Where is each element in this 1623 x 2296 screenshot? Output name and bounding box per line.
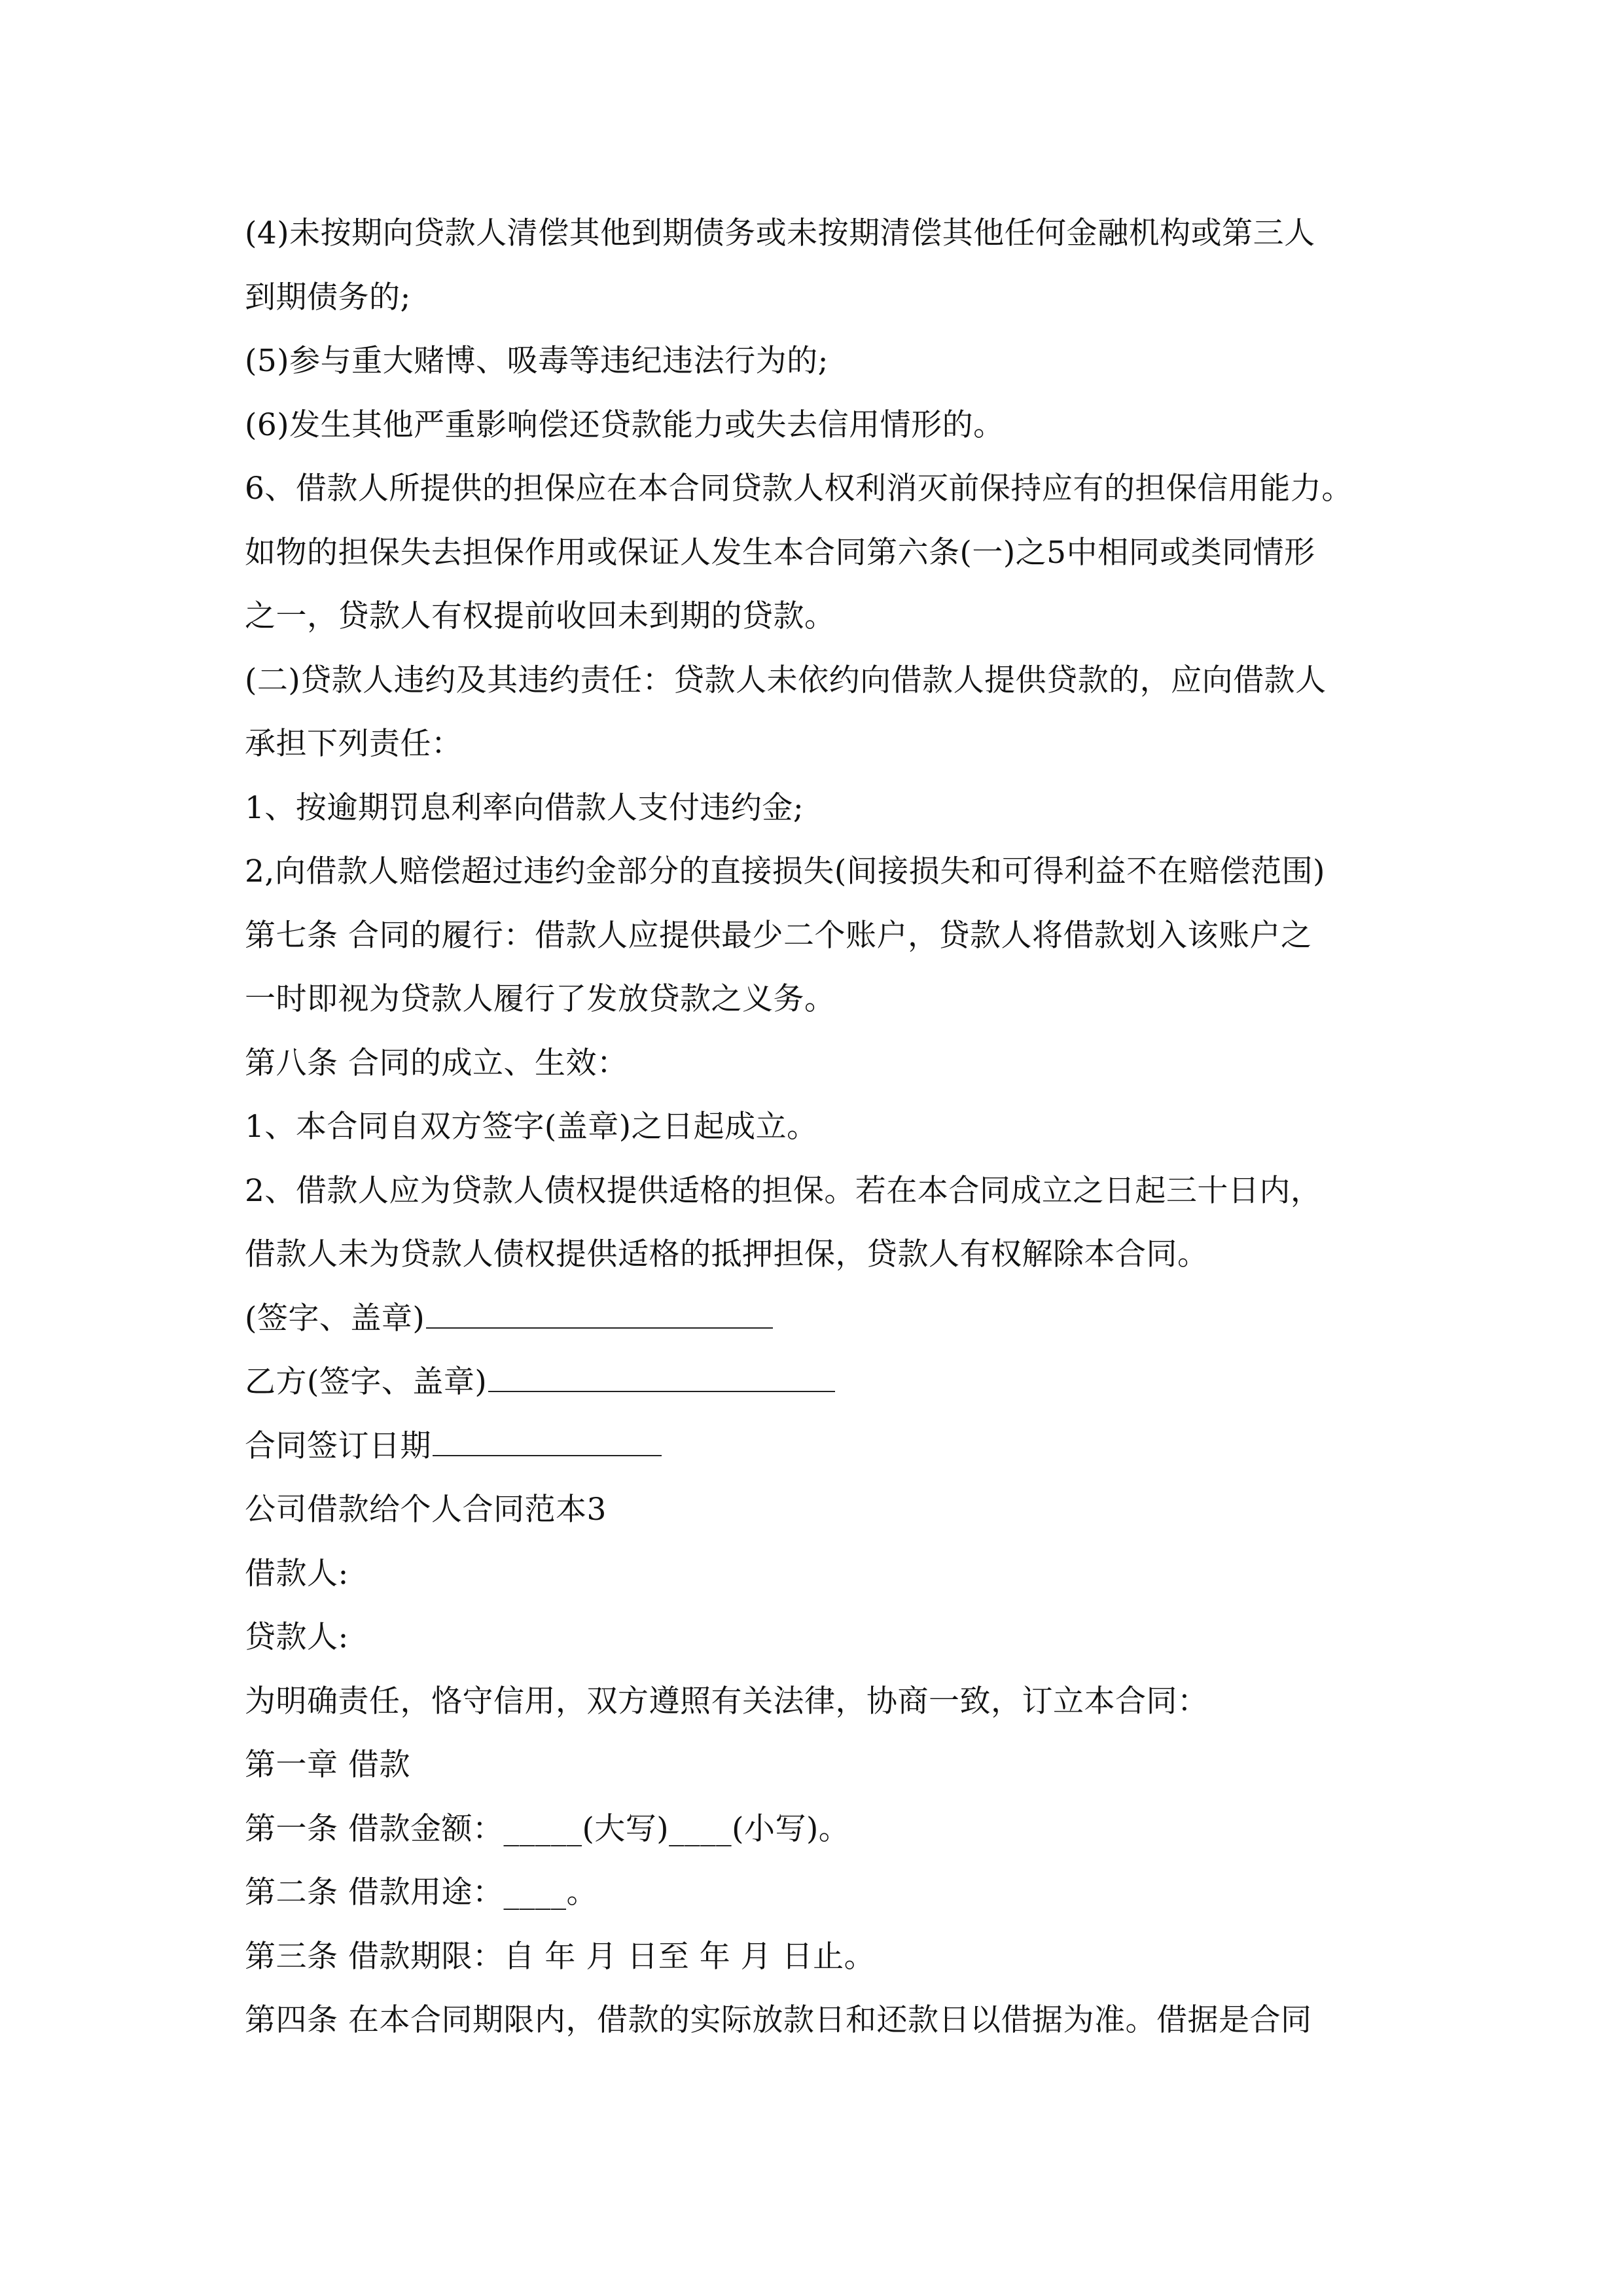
paragraph-line: 2、借款人应为贷款人债权提供适格的担保。若在本合同成立之日起三十日内， <box>245 1172 1322 1209</box>
paragraph-line: 承担下列责任： <box>245 726 463 762</box>
paragraph-line: 1、本合同自双方签字(盖章)之日起成立。 <box>245 1109 818 1145</box>
paragraph-line: 第八条 合同的成立、生效： <box>245 1045 628 1081</box>
paragraph-line: (二)贷款人违约及其违约责任：贷款人未依约向借款人提供贷款的，应向借款人 <box>245 662 1327 698</box>
paragraph-line: 借款人: <box>245 1555 349 1592</box>
paragraph-line: 1、按逾期罚息利率向借款人支付违约金; <box>245 789 804 826</box>
paragraph-line: 借款人未为贷款人债权提供适格的抵押担保，贷款人有权解除本合同。 <box>245 1236 1209 1272</box>
section-title: 公司借款给个人合同范本3 <box>245 1492 607 1528</box>
paragraph-line: 6、借款人所提供的担保应在本合同贷款人权利消灭前保持应有的担保信用能力。 <box>245 471 1353 507</box>
paragraph-line: 到期债务的; <box>245 279 411 315</box>
signature-label: 乙方(签字、盖章) <box>245 1364 488 1400</box>
contract-text <box>245 202 1397 2053</box>
signature-line-party-a <box>245 1287 1397 1351</box>
paragraph-line: 第七条 合同的履行：借款人应提供最少二个账户，贷款人将借款划入该账户之 <box>245 917 1312 954</box>
signature-blank <box>426 1297 773 1329</box>
paragraph-line: 第一条 借款金额：_____(大写)____(小写)。 <box>245 1810 850 1847</box>
paragraph-line: 一时即视为贷款人履行了发放贷款之义务。 <box>245 981 836 1017</box>
paragraph-line: 第三条 借款期限：自 年 月 日至 年 月 日止。 <box>245 1938 876 1975</box>
paragraph-line: (4)未按期向贷款人清偿其他到期债务或未按期清偿其他任何金融机构或第三人 <box>245 215 1315 251</box>
paragraph-line: 之一，贷款人有权提前收回未到期的贷款。 <box>245 598 836 634</box>
signature-line-party-b <box>245 1350 1397 1414</box>
signature-blank <box>488 1361 835 1392</box>
paragraph-line: 为明确责任，恪守信用，双方遵照有关法律，协商一致，订立本合同： <box>245 1683 1209 1719</box>
signing-date-line <box>245 1414 1397 1479</box>
paragraph-line: (5)参与重大赌博、吸毒等违纪违法行为的; <box>245 343 829 379</box>
paragraph-line: 如物的担保失去担保作用或保证人发生本合同第六条(一)之5中相同或类同情形 <box>245 534 1315 571</box>
date-blank <box>433 1425 662 1456</box>
signature-label: (签字、盖章) <box>245 1300 425 1336</box>
chapter-heading: 第一章 借款 <box>245 1747 410 1783</box>
paragraph-line: 第四条 在本合同期限内，借款的实际放款日和还款日以借据为准。借据是合同 <box>245 2002 1312 2038</box>
paragraph-line: 第二条 借款用途：____。 <box>245 1874 597 1910</box>
signing-date-label: 合同签订日期 <box>245 1427 431 1464</box>
paragraph-line: (6)发生其他严重影响偿还贷款能力或失去信用情形的。 <box>245 406 1005 443</box>
paragraph-line: 2,向借款人赔偿超过违约金部分的直接损失(间接损失和可得利益不在赔偿范围) <box>245 853 1326 889</box>
paragraph-line: 贷款人: <box>245 1619 349 1655</box>
